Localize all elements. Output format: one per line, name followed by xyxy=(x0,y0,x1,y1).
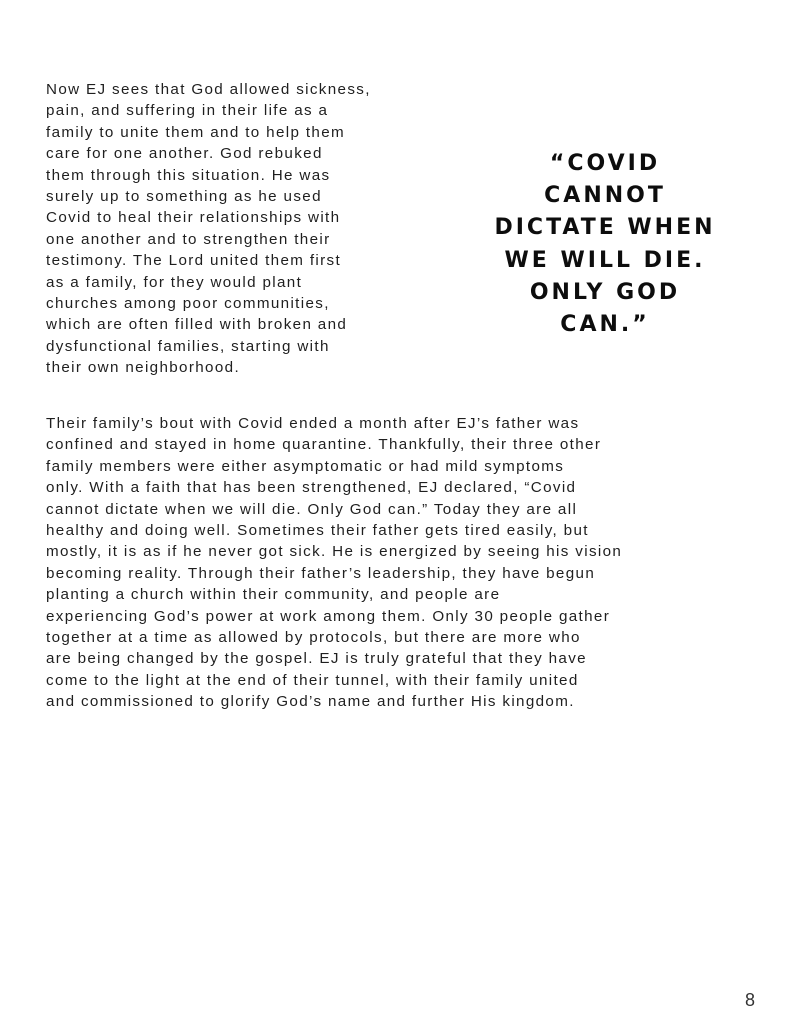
text-line: together at a time as allowed by protocols, but there are more who xyxy=(46,629,581,647)
text-line: confined and stayed in home quarantine. Thankfully, their three other xyxy=(46,436,602,454)
text-line: Covid to heal their relationships with xyxy=(46,209,341,227)
text-line: are being changed by the gospel. EJ is truly grateful that they have xyxy=(46,650,587,668)
text-line: becoming reality. Through their father’s leadership, they have begun xyxy=(46,564,596,582)
text-line: cannot dictate when we will die. Only God can.” Today they are all xyxy=(46,500,578,518)
text-line: one another and to strengthen their xyxy=(46,230,331,248)
text-line: family to unite them and to help them xyxy=(46,123,345,141)
text-line: churches among poor communities, xyxy=(46,295,330,313)
text-line: testimony. The Lord united them first xyxy=(46,252,342,270)
pull-quote-line: “COVID xyxy=(549,151,661,176)
pull-quote-line: ONLY GOD xyxy=(529,279,681,305)
text-line: which are often filled with broken and xyxy=(46,316,348,334)
text-line: them through this situation. He was xyxy=(46,166,331,184)
text-line: as a family, for they would plant xyxy=(46,273,303,291)
pull-quote-line: CANNOT xyxy=(544,183,666,209)
text-line: planting a church within their community, and people are xyxy=(46,586,501,604)
text-line: care for one another. God rebuked xyxy=(46,145,323,163)
text-line: healthy and doing well. Sometimes their father gets tired easily, but xyxy=(46,522,589,540)
text-line: pain, and suffering in their life as a xyxy=(46,102,329,120)
text-line: Their family’s bout with Covid ended a month after EJ’s father was xyxy=(46,415,580,432)
text-line: experiencing God’s power at work among them. Only 30 people gather xyxy=(46,607,611,625)
text-line: come to the light at the end of their tunnel, with their family united xyxy=(46,671,579,689)
text-line: mostly, it is as if he never got sick. He is energized by seeing his vision xyxy=(46,543,623,561)
main-paragraph xyxy=(46,413,756,713)
text-line: and commissioned to glorify God’s name and further His kingdom. xyxy=(46,693,575,711)
text-line: surely up to something as he used xyxy=(46,188,322,206)
pull-quote-line: DICTATE WHEN xyxy=(494,215,716,241)
page-number: 8 xyxy=(744,990,755,1010)
pull-quote-line: WE WILL DIE. xyxy=(504,247,706,273)
pull-quote xyxy=(470,148,740,341)
text-line: only. With a faith that has been strengthened, EJ declared, “Covid xyxy=(46,479,577,497)
text-line: dysfunctional families, starting with xyxy=(46,337,330,355)
text-line: Now EJ sees that God allowed sickness, xyxy=(46,81,371,98)
text-line: family members were either asymptomatic or had mild symptoms xyxy=(46,457,565,475)
pull-quote-line: CAN.” xyxy=(560,312,650,338)
left-paragraph xyxy=(46,79,446,379)
text-line: their own neighborhood. xyxy=(46,359,241,377)
